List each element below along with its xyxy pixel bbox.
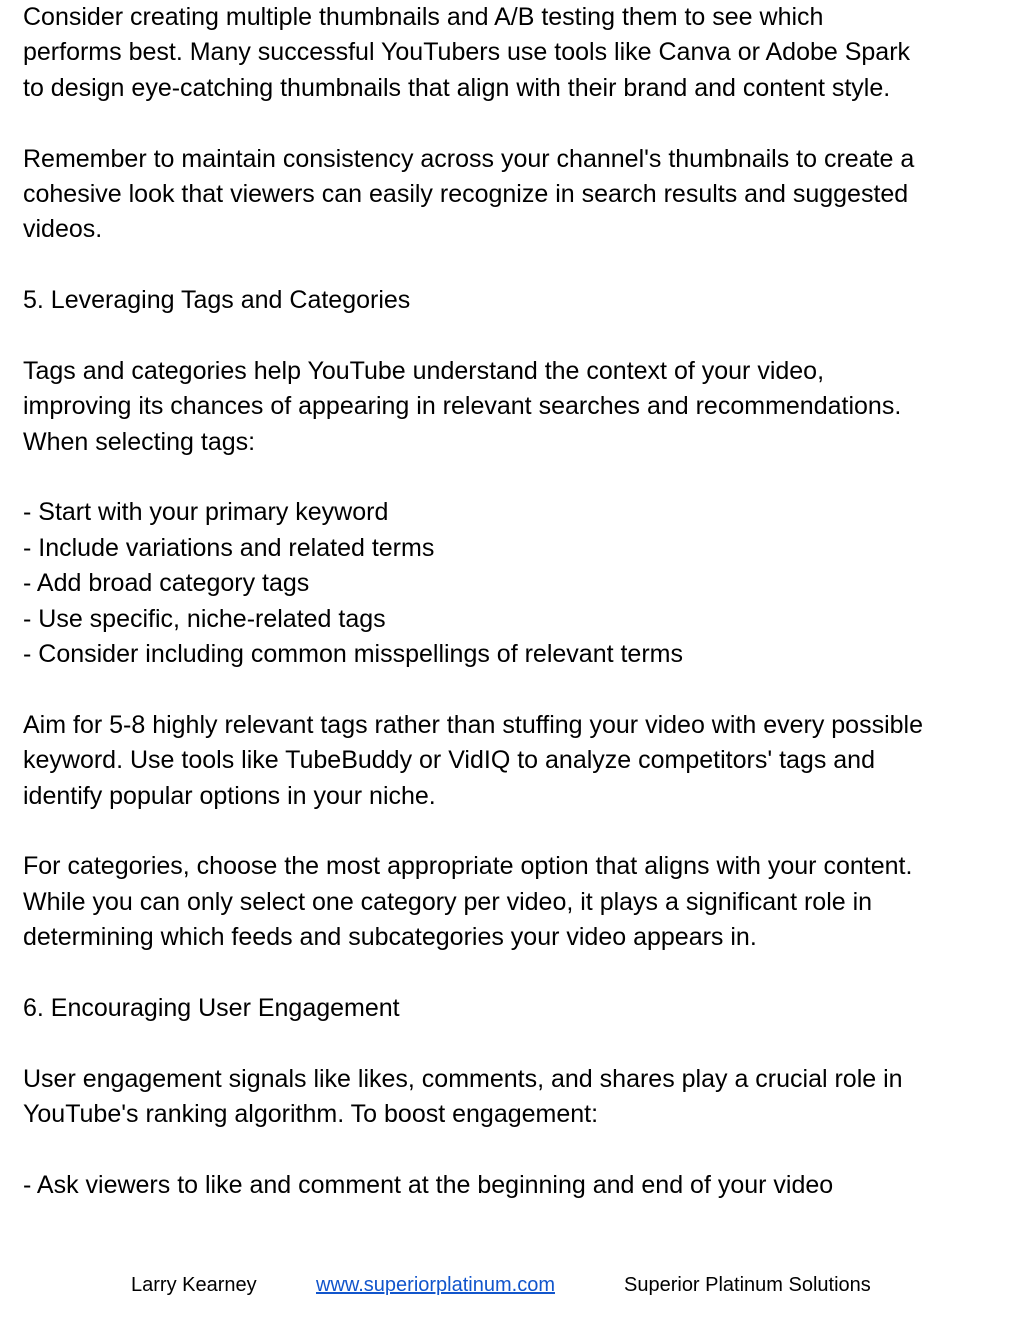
text-line: to design eye-catching thumbnails that align with their brand and content style.: [23, 73, 891, 102]
text-line: User engagement signals like likes, comments, and shares play a crucial role in: [23, 1064, 903, 1093]
paragraph-engagement-intro: [23, 1062, 998, 1133]
list-item: - Include variations and related terms: [23, 533, 435, 562]
list-item: - Use specific, niche-related tags: [23, 604, 386, 633]
list-item: - Consider including common misspellings of relevant terms: [23, 640, 683, 669]
text-line: Consider creating multiple thumbnails and A/B testing them to see which: [23, 3, 824, 31]
tag-tips-list: [23, 495, 998, 672]
text-line: improving its chances of appearing in relevant searches and recommendations.: [23, 392, 902, 421]
text-line: Remember to maintain consistency across your channel's thumbnails to create a: [23, 144, 915, 173]
footer-company: Superior Platinum Solutions: [624, 1274, 871, 1296]
text-line: Aim for 5-8 highly relevant tags rather than stuffing your video with every possible: [23, 710, 923, 739]
paragraph-thumbnail-testing: [23, 0, 998, 106]
text-line: cohesive look that viewers can easily recognize in search results and suggested: [23, 179, 909, 208]
list-item: - Add broad category tags: [23, 569, 310, 598]
text-line: determining which feeds and subcategories your video appears in.: [23, 923, 757, 952]
paragraph-tag-count: [23, 708, 998, 814]
text-line: keyword. Use tools like TubeBuddy or VidIQ to analyze competitors' tags and: [23, 746, 875, 775]
text-line: Tags and categories help YouTube understand the context of your video,: [23, 356, 825, 385]
text-line: videos.: [23, 215, 103, 244]
footer-website-link[interactable]: www.superiorplatinum.com: [316, 1274, 555, 1296]
section-heading-user-engagement: 6. Encouraging User Engagement: [23, 993, 400, 1022]
text-line: When selecting tags:: [23, 427, 256, 456]
document-body: [23, 0, 998, 1203]
section-heading-tags-categories: 5. Leveraging Tags and Categories: [23, 286, 411, 315]
list-item: - Ask viewers to like and comment at the beginning and end of your video: [23, 1170, 834, 1199]
list-item: - Start with your primary keyword: [23, 498, 389, 527]
text-line: For categories, choose the most appropriate option that aligns with your content.: [23, 852, 913, 881]
paragraph-thumbnail-consistency: [23, 142, 998, 248]
paragraph-categories: [23, 849, 998, 955]
text-line: performs best. Many successful YouTubers use tools like Canva or Adobe Spark: [23, 38, 911, 67]
footer-author: Larry Kearney: [131, 1274, 257, 1296]
text-line: While you can only select one category per video, it plays a significant role in: [23, 887, 873, 916]
text-line: YouTube's ranking algorithm. To boost engagement:: [23, 1100, 599, 1129]
engagement-tips-list: [23, 1168, 998, 1203]
page-footer: [0, 1272, 1024, 1298]
paragraph-tags-intro: [23, 354, 998, 460]
text-line: identify popular options in your niche.: [23, 781, 436, 810]
